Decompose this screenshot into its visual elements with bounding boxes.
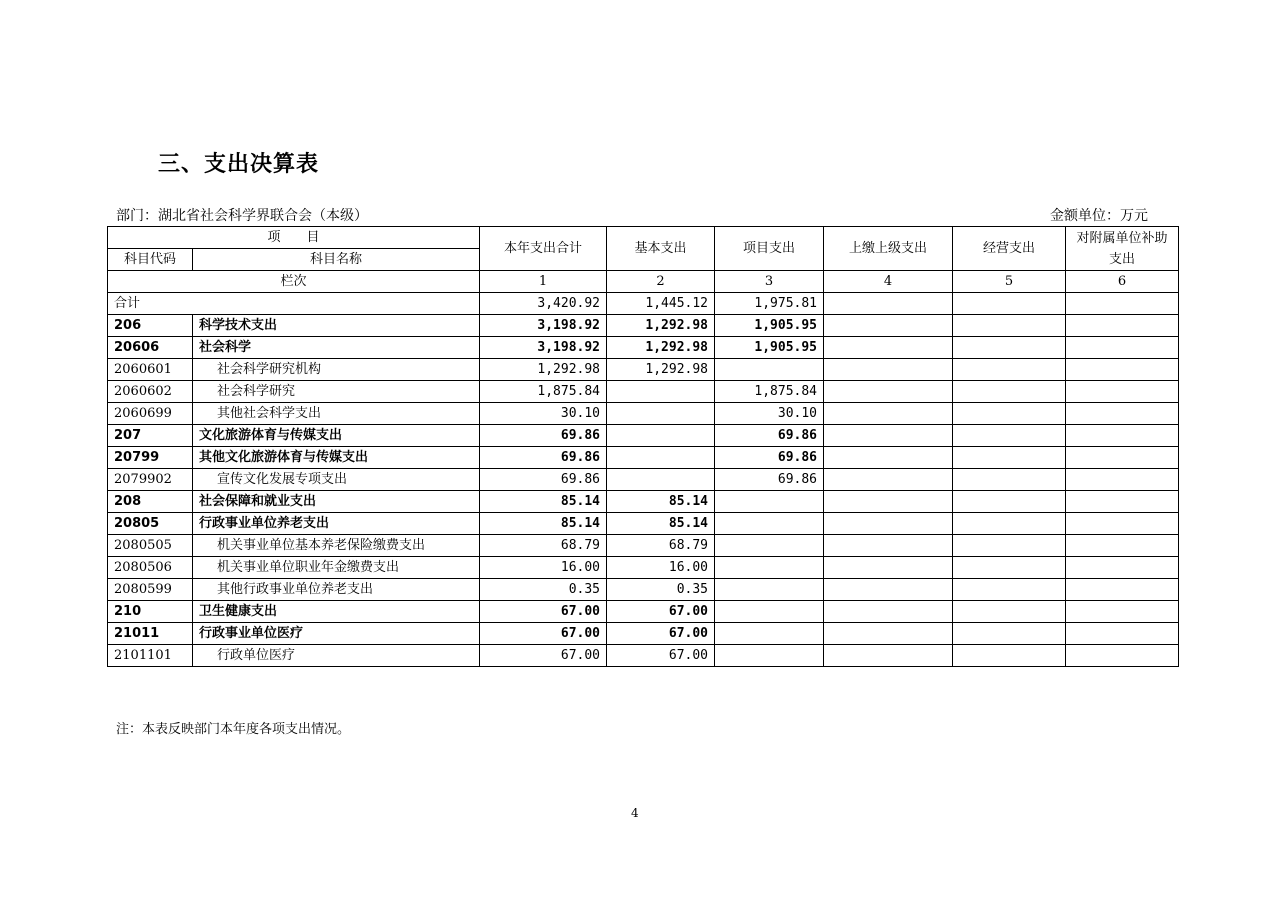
col-num: 6 <box>1066 271 1179 293</box>
row-total: 67.00 <box>480 645 607 667</box>
col-num: 2 <box>607 271 715 293</box>
row-code: 2080505 <box>108 535 193 557</box>
row-upper <box>824 381 953 403</box>
row-subsidy <box>1066 513 1179 535</box>
row-business <box>953 491 1066 513</box>
row-name: 行政事业单位医疗 <box>193 623 480 645</box>
row-basic: 1,292.98 <box>607 315 715 337</box>
row-code: 合计 <box>108 293 480 315</box>
row-upper <box>824 337 953 359</box>
row-upper <box>824 403 953 425</box>
row-code: 208 <box>108 491 193 513</box>
row-upper <box>824 491 953 513</box>
row-upper <box>824 535 953 557</box>
row-project: 69.86 <box>715 425 824 447</box>
row-name: 社会科学研究 <box>193 381 480 403</box>
row-basic: 85.14 <box>607 513 715 535</box>
table-row <box>108 623 1179 645</box>
table-row <box>108 315 1179 337</box>
table-row <box>108 579 1179 601</box>
row-code: 2080506 <box>108 557 193 579</box>
row-basic: 67.00 <box>607 645 715 667</box>
row-business <box>953 359 1066 381</box>
row-total: 69.86 <box>480 447 607 469</box>
row-business <box>953 315 1066 337</box>
row-subsidy <box>1066 293 1179 315</box>
page-number: 4 <box>631 806 639 820</box>
row-name: 科学技术支出 <box>193 315 480 337</box>
row-total: 69.86 <box>480 469 607 491</box>
row-total: 67.00 <box>480 623 607 645</box>
col-num: 1 <box>480 271 607 293</box>
row-basic: 68.79 <box>607 535 715 557</box>
table-row <box>108 447 1179 469</box>
row-subsidy <box>1066 403 1179 425</box>
row-name: 机关事业单位职业年金缴费支出 <box>193 557 480 579</box>
row-subsidy <box>1066 425 1179 447</box>
row-code: 2101101 <box>108 645 193 667</box>
row-basic: 85.14 <box>607 491 715 513</box>
row-total: 68.79 <box>480 535 607 557</box>
row-project <box>715 513 824 535</box>
row-business <box>953 557 1066 579</box>
row-total: 85.14 <box>480 491 607 513</box>
row-project <box>715 601 824 623</box>
row-name: 机关事业单位基本养老保险缴费支出 <box>193 535 480 557</box>
row-project <box>715 557 824 579</box>
row-project <box>715 359 824 381</box>
table-note: 注：本表反映部门本年度各项支出情况。 <box>116 722 351 737</box>
row-code: 207 <box>108 425 193 447</box>
col-num: 3 <box>715 271 824 293</box>
row-basic: 1,292.98 <box>607 337 715 359</box>
table-row <box>108 491 1179 513</box>
row-subsidy <box>1066 601 1179 623</box>
row-name: 其他社会科学支出 <box>193 403 480 425</box>
row-business <box>953 513 1066 535</box>
row-basic: 1,292.98 <box>607 359 715 381</box>
table-row <box>108 381 1179 403</box>
row-subsidy <box>1066 469 1179 491</box>
row-name: 卫生健康支出 <box>193 601 480 623</box>
row-subsidy <box>1066 491 1179 513</box>
row-basic <box>607 425 715 447</box>
row-business <box>953 535 1066 557</box>
row-name: 社会科学 <box>193 337 480 359</box>
row-project: 1,875.84 <box>715 381 824 403</box>
header-business: 经营支出 <box>953 227 1066 271</box>
row-subsidy <box>1066 535 1179 557</box>
row-code: 210 <box>108 601 193 623</box>
row-business <box>953 469 1066 491</box>
row-business <box>953 403 1066 425</box>
row-total: 67.00 <box>480 601 607 623</box>
row-subsidy <box>1066 315 1179 337</box>
row-subsidy <box>1066 359 1179 381</box>
table-row <box>108 601 1179 623</box>
row-basic: 16.00 <box>607 557 715 579</box>
row-project: 1,905.95 <box>715 315 824 337</box>
row-name: 其他文化旅游体育与传媒支出 <box>193 447 480 469</box>
row-business <box>953 601 1066 623</box>
row-project <box>715 491 824 513</box>
table-row <box>108 645 1179 667</box>
row-code: 2060699 <box>108 403 193 425</box>
row-upper <box>824 645 953 667</box>
row-name: 宣传文化发展专项支出 <box>193 469 480 491</box>
row-basic <box>607 469 715 491</box>
unit-label: 金额单位：万元 <box>1050 208 1148 224</box>
table-row <box>108 403 1179 425</box>
table-row <box>108 535 1179 557</box>
header-code: 科目代码 <box>108 249 193 271</box>
table-row <box>108 359 1179 381</box>
row-upper <box>824 359 953 381</box>
row-code: 2079902 <box>108 469 193 491</box>
table-row <box>108 425 1179 447</box>
row-project: 69.86 <box>715 447 824 469</box>
header-item: 项 目 <box>108 227 480 249</box>
row-name: 社会保障和就业支出 <box>193 491 480 513</box>
col-num: 5 <box>953 271 1066 293</box>
table-row <box>108 337 1179 359</box>
row-subsidy <box>1066 381 1179 403</box>
row-basic <box>607 447 715 469</box>
row-upper <box>824 579 953 601</box>
header-total: 本年支出合计 <box>480 227 607 271</box>
row-business <box>953 447 1066 469</box>
row-code: 20799 <box>108 447 193 469</box>
row-total: 1,292.98 <box>480 359 607 381</box>
row-total: 69.86 <box>480 425 607 447</box>
header-name: 科目名称 <box>193 249 480 271</box>
row-business <box>953 579 1066 601</box>
table-row <box>108 469 1179 491</box>
row-name: 行政单位医疗 <box>193 645 480 667</box>
row-total: 16.00 <box>480 557 607 579</box>
row-project: 30.10 <box>715 403 824 425</box>
department-label: 部门：湖北省社会科学界联合会（本级） <box>116 208 368 224</box>
row-name: 其他行政事业单位养老支出 <box>193 579 480 601</box>
row-subsidy <box>1066 623 1179 645</box>
row-total: 1,875.84 <box>480 381 607 403</box>
row-name: 行政事业单位养老支出 <box>193 513 480 535</box>
row-subsidy <box>1066 337 1179 359</box>
page-title: 三、支出决算表 <box>158 152 320 177</box>
row-business <box>953 381 1066 403</box>
row-business <box>953 337 1066 359</box>
table-row <box>108 513 1179 535</box>
row-project: 1,905.95 <box>715 337 824 359</box>
row-project: 1,975.81 <box>715 293 824 315</box>
row-total: 3,198.92 <box>480 337 607 359</box>
row-total: 3,420.92 <box>480 293 607 315</box>
row-name: 社会科学研究机构 <box>193 359 480 381</box>
row-total: 85.14 <box>480 513 607 535</box>
row-total: 0.35 <box>480 579 607 601</box>
row-upper <box>824 469 953 491</box>
header-upper: 上缴上级支出 <box>824 227 953 271</box>
header-project: 项目支出 <box>715 227 824 271</box>
row-code: 21011 <box>108 623 193 645</box>
row-upper <box>824 315 953 337</box>
row-subsidy <box>1066 557 1179 579</box>
row-upper <box>824 293 953 315</box>
table-row <box>108 293 1179 315</box>
expenditure-table <box>107 226 1179 667</box>
row-basic: 0.35 <box>607 579 715 601</box>
row-basic: 67.00 <box>607 601 715 623</box>
row-subsidy <box>1066 645 1179 667</box>
col-num: 4 <box>824 271 953 293</box>
table-row <box>108 557 1179 579</box>
row-business <box>953 645 1066 667</box>
row-upper <box>824 447 953 469</box>
header-subsidy: 对附属单位补助支出 <box>1066 227 1179 271</box>
row-business <box>953 293 1066 315</box>
row-upper <box>824 557 953 579</box>
row-code: 2060602 <box>108 381 193 403</box>
row-project <box>715 645 824 667</box>
header-column-index: 栏次 <box>108 271 480 293</box>
row-basic <box>607 381 715 403</box>
row-code: 206 <box>108 315 193 337</box>
row-project <box>715 579 824 601</box>
row-subsidy <box>1066 579 1179 601</box>
row-code: 2060601 <box>108 359 193 381</box>
row-total: 3,198.92 <box>480 315 607 337</box>
row-basic: 67.00 <box>607 623 715 645</box>
row-total: 30.10 <box>480 403 607 425</box>
row-project: 69.86 <box>715 469 824 491</box>
row-subsidy <box>1066 447 1179 469</box>
row-upper <box>824 601 953 623</box>
row-basic: 1,445.12 <box>607 293 715 315</box>
header-basic: 基本支出 <box>607 227 715 271</box>
row-code: 2080599 <box>108 579 193 601</box>
row-code: 20805 <box>108 513 193 535</box>
row-upper <box>824 513 953 535</box>
row-business <box>953 623 1066 645</box>
row-upper <box>824 425 953 447</box>
row-project <box>715 623 824 645</box>
row-project <box>715 535 824 557</box>
row-code: 20606 <box>108 337 193 359</box>
row-name: 文化旅游体育与传媒支出 <box>193 425 480 447</box>
row-business <box>953 425 1066 447</box>
row-upper <box>824 623 953 645</box>
row-basic <box>607 403 715 425</box>
